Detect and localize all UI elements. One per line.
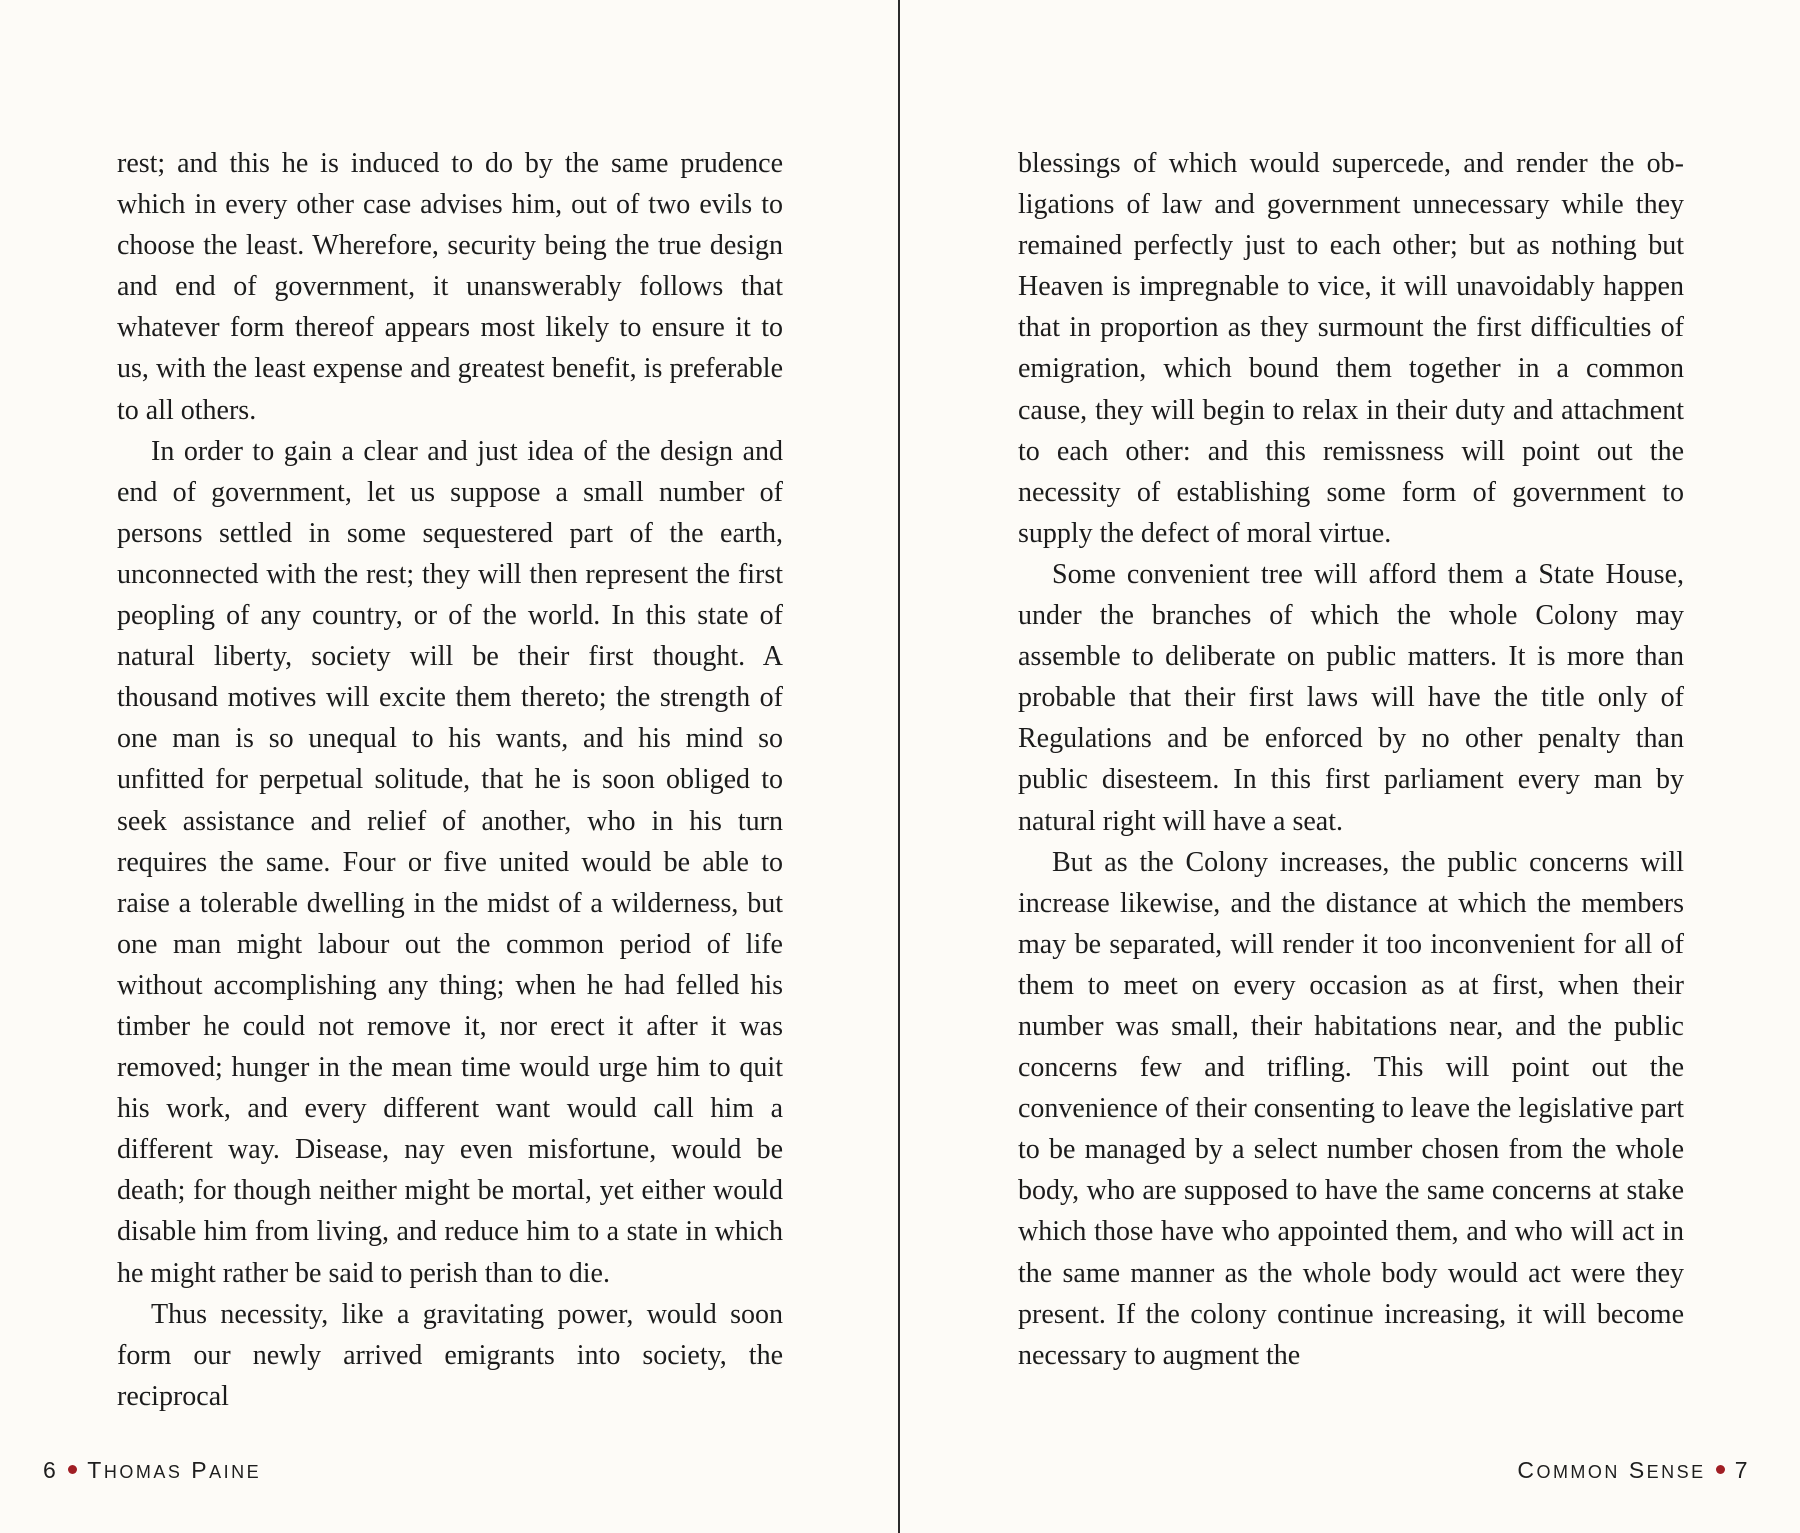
right-page-footer bbox=[1517, 1457, 1750, 1484]
page-number: 7 bbox=[1734, 1457, 1750, 1483]
paragraph: Some convenient tree will afford them a State House, under the branches of which the whole Colony may assemble to deliberate on public matters. It is more than probable that their first laws will have the title only of Regulations and be enforced by no other penalty than public disesteem. In this first parliament every man by natural right will have a seat. bbox=[1018, 558, 1684, 837]
paragraph: Thus necessity, like a gravitating power, would soon form our newly arrived emigrants into society, the reciprocal bbox=[117, 1298, 783, 1412]
bullet-icon bbox=[1716, 1465, 1725, 1474]
running-head-initial: C bbox=[1517, 1457, 1537, 1483]
running-head-text: ENSE bbox=[1646, 1462, 1706, 1482]
page-number: 6 bbox=[43, 1457, 59, 1483]
paragraph: But as the Colony increases, the public concerns will increase likewise, and the distance at which the members may be separated, will render it too inconvenient for all of them to meet on every occasion as at first, when their number was small, their habitations near, and the public concerns few and trifling. This will point out the convenience of their consenting to leave the legislative part to be managed by a select number chosen from the whole body, who are supposed to have the same concerns at stake which those have who appointed them, and who will act in the same manner as the whole body would act were they present. If the colony continue increasing, it will become necessary to augment the bbox=[1018, 846, 1684, 1371]
paragraph: In order to gain a clear and just idea of the design and end of government, let us suppose a small number of persons settled in some sequestered part of the earth, unconnected with the rest; they will then represent the first peopling of any country, or of the world. In this state of natural liberty, society will be their first thought. A thousand motives will excite them thereto; the strength of one man is so unequal to his wants, and his mind so unfitted for perpetual solitude, that he is soon obliged to seek assistance and relief of another, who in his turn requires the same. Four or five united would be able to raise a tolerable dwelling in the midst of a wilderness, but one man might labour out the common period of life without accomplishing any thing; when he had felled his timber he could not remove it, nor erect it after it was removed; hunger in the mean time would urge him to quit his work, and every different want would call him a different way. Disease, nay even misfortune, would be death; for though neither might be mortal, yet either would disable him from living, and reduce him to a state in which he might rather be said to perish than to die. bbox=[117, 435, 783, 1289]
right-page-body bbox=[1018, 143, 1684, 1376]
paragraph: blessings of which would supercede, and render the obligations of law and government unnecessary while they remained perfectly just to each other; but as nothing but Heaven is impregnable to vice, it will unavoidably happen that in proportion as they surmount the first difficulties of emigration, which bound them together in a common cause, they will begin to relax in their duty and attachment to each other: and this remissness will point out the necessity of establishing some form of government to supply the defect of moral virtue. bbox=[1018, 148, 1684, 549]
left-page bbox=[0, 0, 898, 1533]
running-head-initial: P bbox=[191, 1457, 210, 1483]
left-page-body bbox=[117, 143, 783, 1417]
running-head-text: HOMAS bbox=[103, 1462, 183, 1482]
left-page-footer bbox=[43, 1457, 261, 1484]
paragraph: rest; and this he is induced to do by the same prudence which in every other case advises him, out of two evils to choose the least. Wherefore, security being the true design and end of government, it unanswerably follows that whatever form thereof appears most likely to ensure it to us, with the least expense and greatest benefit, is preferable to all others. bbox=[117, 148, 783, 426]
running-head-initial: T bbox=[87, 1457, 104, 1483]
running-head-text: OMMON bbox=[1536, 1462, 1620, 1482]
bullet-icon bbox=[68, 1465, 77, 1474]
running-head-initial: S bbox=[1628, 1457, 1647, 1483]
running-head-text: AINE bbox=[209, 1462, 262, 1482]
right-page bbox=[900, 0, 1800, 1533]
